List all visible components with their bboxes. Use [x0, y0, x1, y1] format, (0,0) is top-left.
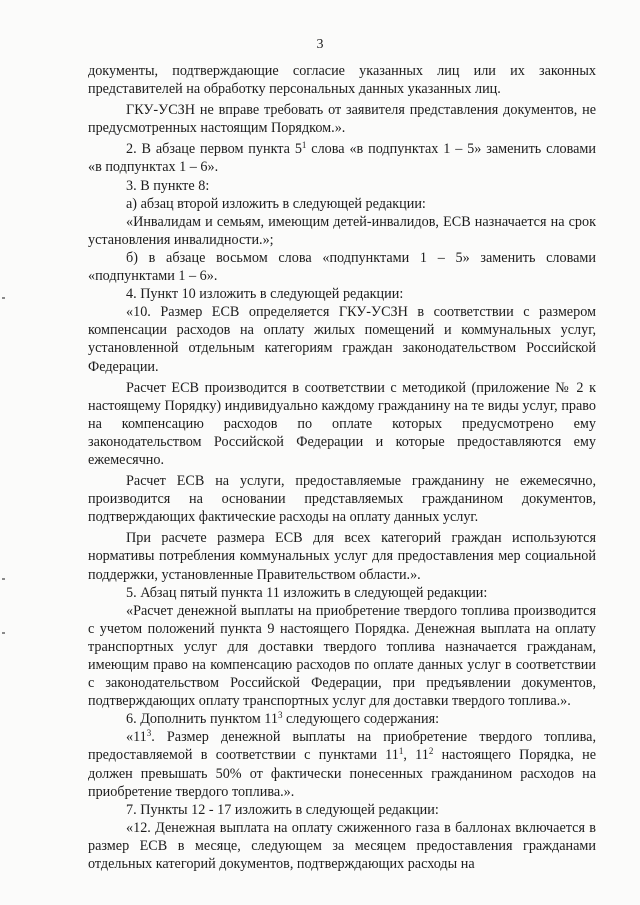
paragraph: б) в абзаце восьмом слова «подпунктами 1 – 5» заменить словами «подпунктами 1 – 6».	[88, 249, 596, 285]
scan-margin-mark	[2, 297, 5, 299]
scan-margin-mark	[2, 578, 5, 580]
paragraph: 7. Пункты 12 - 17 изложить в следующей редакции:	[126, 801, 439, 818]
paragraph: «10. Размер ЕСВ определяется ГКУ-УСЗН в соответствии с размером компенсации расходов на оплату жилых помещений и коммунальных услуг, установленной отдельным категориям граждан законодательством Российской Федерации.	[88, 304, 596, 375]
paragraph: Расчет ЕСВ производится в соответствии с методикой (приложение № 2 к настоящему Порядку) индивидуально каждому гражданину на те виды услуг, право на компенсацию расходов по оплате которых предусмотрено ему законодательством Российской Федерации и которые предоставляются ему ежемесячно.	[88, 379, 596, 468]
page-number: 3	[316, 37, 324, 52]
paragraph: а) абзац второй изложить в следующей редакции:	[126, 195, 426, 212]
paragraph: «12. Денежная выплата на оплату сжиженного газа в баллонах включается в размер ЕСВ в месяце, следующем за месяцем предоставления гражданами отдельных категорий документов, подтверждающих расходы на	[88, 819, 596, 873]
document-body	[88, 62, 596, 873]
paragraph: «Расчет денежной выплаты на приобретение твердого топлива производится с учетом положений пункта 9 настоящего Порядка. Денежная выплата на оплату транспортных услуг для доставки твердого топлива назначается гражданам, имеющим право на компенсацию расходов по оплате данных услуг в соответствии с законодательством Российской Федерации, при предъявлении документов, подтверждающих оплату транспортных услуг для доставки твердого топлива.».	[88, 602, 596, 710]
paragraph: «$11^3$. Размер денежной выплаты на приобретение твердого топлива, предоставляемой в соответствии с пунктами $11^1$, $11^2$ настоящего Порядка, не должен превышать 50% от фактически понесенных гражданином расходов на приобретение твердого топлива.».	[88, 728, 596, 800]
paragraph: 3. В пункте 8:	[126, 177, 210, 194]
paragraph: При расчете размера ЕСВ для всех категорий граждан используются нормативы потребления коммунальных услуг для предоставления мер социальной поддержки, установленные Правительством области.».	[88, 530, 596, 583]
paragraph: Расчет ЕСВ на услуги, предоставляемые гражданину не ежемесячно, производится на основании представляемых гражданином документов, подтверждающих фактические расходы на оплату данных услуг.	[88, 473, 596, 526]
paragraph: ГКУ-УСЗН не вправе требовать от заявителя представления документов, не предусмотренных настоящим Порядком.».	[88, 102, 596, 137]
paragraph: документы, подтверждающие согласие указанных лиц или их законных представителей на обработку персональных данных указанных лиц.	[88, 63, 596, 98]
paragraph: 5. Абзац пятый пункта 11 изложить в следующей редакции:	[126, 584, 488, 601]
paragraph: 6. Дополнить пунктом $11^3$ следующего содержания:	[126, 710, 440, 728]
paragraph: 4. Пункт 10 изложить в следующей редакции:	[126, 286, 404, 303]
paragraph: «Инвалидам и семьям, имеющим детей-инвалидов, ЕСВ назначается на срок установления инвалидности.»;	[88, 213, 596, 248]
scan-margin-mark	[2, 632, 5, 634]
paragraph: 2. В абзаце первом пункта $5^1$ слова «в подпунктах 1 – 5» заменить словами «в подпунктах 1 – 6».	[88, 140, 596, 176]
